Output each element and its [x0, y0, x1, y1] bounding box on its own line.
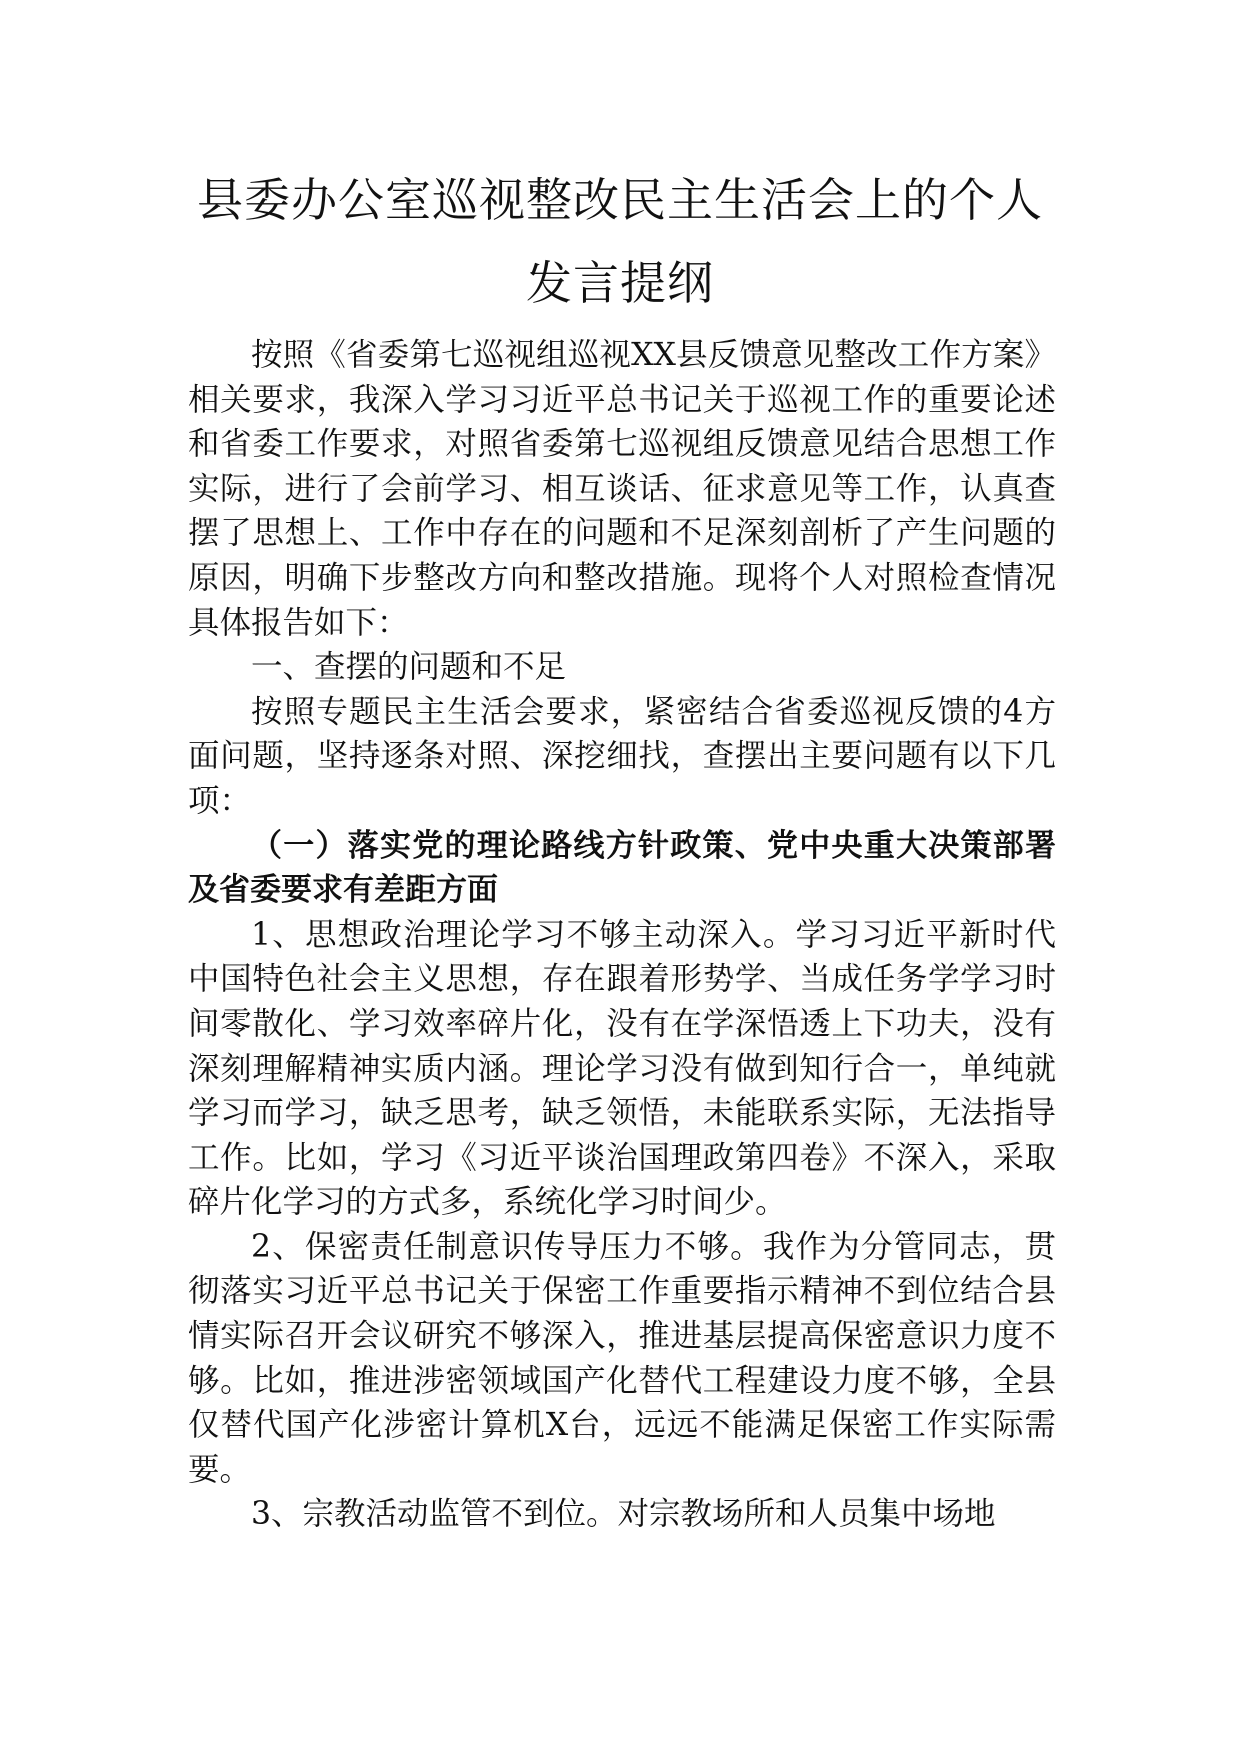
document-title-line-1: 县委办公室巡视整改民主生活会上的个人: [197, 173, 1043, 227]
document-body: [188, 333, 1056, 1537]
subsection-heading-1: （一）落实党的理论路线方针政策、党中央重大决策部署及省委要求有差距方面: [188, 827, 1056, 909]
item-paragraph-2: 2、保密责任制意识传导压力不够。我作为分管同志，贯彻落实习近平总书记关于保密工作重要指示精神不到位结合县情实际召开会议研究不够深入，推进基层提高保密意识力度不够。比如，推进涉密领域国产化替代工程建设力度不够，全县仅替代国产化涉密计算机X台，远远不能满足保密工作实际需要。: [188, 1228, 1056, 1488]
item-paragraph-1: 1、思想政治理论学习不够主动深入。学习习近平新时代中国特色社会主义思想，存在跟着形势学、当成任务学学习时间零散化、学习效率碎片化，没有在学深悟透上下功夫，没有深刻理解精神实质内涵。理论学习没有做到知行合一，单纯就学习而学习，缺乏思考，缺乏领悟，未能联系实际，无法指导工作。比如，学习《习近平谈治国理政第四卷》不深入，采取碎片化学习的方式多，系统化学习时间少。: [188, 916, 1056, 1221]
section-heading-1: 一、查摆的问题和不足: [251, 649, 567, 686]
item-paragraph-3: 3、宗教活动监管不到位。对宗教场所和人员集中场地: [251, 1496, 996, 1533]
section-intro-paragraph: 按照专题民主生活会要求，紧密结合省委巡视反馈的4方面问题，坚持逐条对照、深挖细找，查摆出主要问题有以下几项：: [188, 693, 1056, 819]
document-title-line-2: 发言提纲: [526, 256, 714, 310]
intro-paragraph: 按照《省委第七巡视组巡视XX县反馈意见整改工作方案》相关要求，我深入学习习近平总书记关于巡视工作的重要论述和省委工作要求，对照省委第七巡视组反馈意见结合思想工作实际，进行了会前学习、相互谈话、征求意见等工作，认真查摆了思想上、工作中存在的问题和不足深刻剖析了产生问题的原因，明确下步整改方向和整改措施。现将个人对照检查情况具体报告如下：: [188, 337, 1056, 641]
